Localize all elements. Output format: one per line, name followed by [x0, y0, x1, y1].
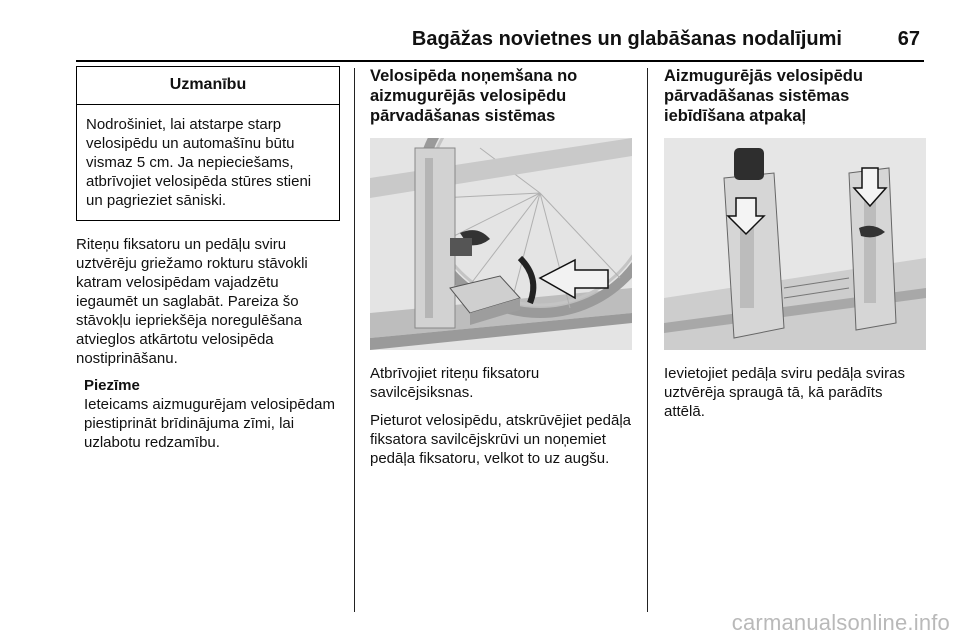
column-1 — [76, 66, 340, 452]
body-paragraph: Riteņu fiksatoru un pedāļu sviru uztvērēju griežamo rokturu stāvokli katram velosipēdam vajadzētu iegaumēt un saglabāt. Pareiza šo stāvokļu iepriekšēja noregulēšana atvieglos atkārtotu velosipēda nostiprināšanu. — [76, 236, 308, 367]
note-body: Ieteicams aizmugurējam velosipēdam piestiprināt brīdinājuma zīmi, lai uzlabotu redzamību. — [84, 396, 335, 451]
figure-bike-wheel-fixture — [370, 138, 632, 350]
caution-title: Uzmanību — [77, 67, 339, 105]
note-block — [84, 376, 340, 452]
figure-caption: Ievietojiet pedāļa sviru pedāļa sviras uztvērēja spraugā tā, kā parādīts attēlā. — [664, 365, 905, 420]
column-3 — [664, 66, 926, 421]
figure-pedal-arm-receiver — [664, 138, 926, 350]
body-paragraph: Pieturot velosipēdu, atskrūvējiet pedāļa fiksatora savilcējskrūvi un noņemiet pedāļa fiksatoru, velkot to uz augšu. — [370, 412, 631, 467]
column-2 — [370, 66, 632, 468]
column-divider — [354, 68, 355, 612]
section-heading: Aizmugurējās velosipēdu pārvadāšanas sistēmas iebīdīšana atpakaļ — [664, 67, 863, 125]
section-heading: Velosipēda noņemšana no aizmugurējās velosipēdu pārvadāšanas sistēmas — [370, 67, 578, 125]
illustration-wheel-fixture — [370, 138, 632, 350]
page-number: 67 — [897, 28, 920, 50]
note-title: Piezīme — [84, 377, 140, 394]
page-header — [76, 24, 924, 62]
column-divider — [647, 68, 648, 612]
caution-body: Nodrošiniet, lai atstarpe starp velosipēdu un automašīnu būtu vismaz 5 cm. Ja nepieciešams, atbrīvojiet velosipēda stūres stieni un pagrieziet sāniski. — [86, 116, 312, 209]
header-title: Bagāžas novietnes un glabāšanas nodalījumi — [411, 28, 842, 50]
watermark: carmanualsonline.info — [731, 610, 950, 635]
figure-caption: Atbrīvojiet riteņu fiksatoru savilcējsiksnas. — [370, 365, 540, 401]
illustration-pedal-receiver — [664, 138, 926, 350]
caution-box — [76, 66, 340, 221]
